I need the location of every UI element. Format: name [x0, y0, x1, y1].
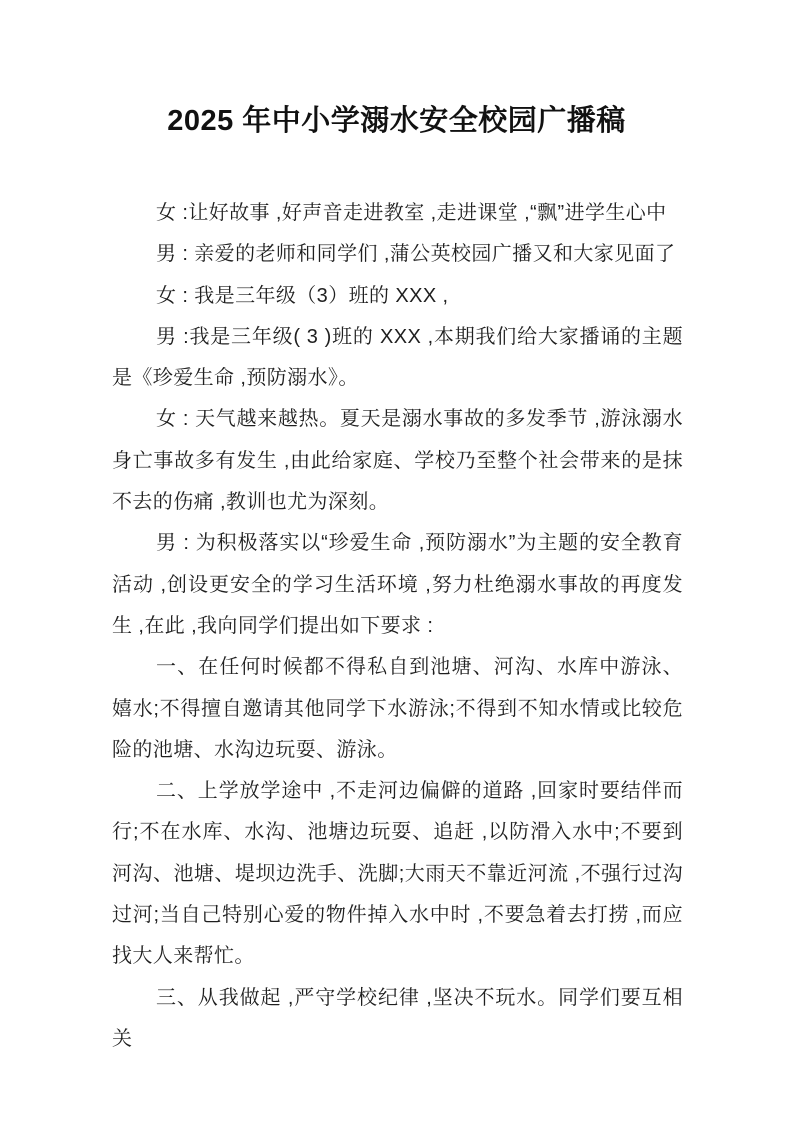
paragraph: 男 :我是三年级( 3 )班的 XXX ,本期我们给大家播诵的主题是《珍爱生命 ,预防溺水》。 [112, 325, 683, 390]
document-body [112, 193, 683, 1060]
paragraph: 女 : 我是三年级（3）班的 XXX , [156, 284, 449, 307]
paragraph: 三、从我做起 ,严守学校纪律 ,坚决不玩水。同学们要互相关 [112, 986, 683, 1050]
document-title: 2025 年中小学溺水安全校园广播稿 [167, 105, 626, 137]
paragraph: 二、上学放学途中 ,不走河边偏僻的道路 ,回家时要结伴而行;不在水库、水沟、池塘边玩耍、追赶 ,以防滑入水中;不要到河沟、池塘、堤坝边洗手、洗脚;大雨天不靠近河流 ,不强行过沟过河;当自己特别心爱的物件掉入水中时 ,不要急着去打捞 ,而应找大人来帮忙。 [112, 780, 683, 968]
paragraph: 女 : 天气越来越热。夏天是溺水事故的多发季节 ,游泳溺水身亡事故多有发生 ,由此给家庭、学校乃至整个社会带来的是抹不去的伤痛 ,教训也尤为深刻。 [112, 408, 683, 514]
paragraph: 女 :让好故事 ,好声音走进教室 ,走进课堂 ,“飘”进学生心中 [156, 202, 667, 224]
paragraph: 男 : 为积极落实以“珍爱生命 ,预防溺水”为主题的安全教育活动 ,创设更安全的学习生活环境 ,努力杜绝溺水事故的再度发生 ,在此 ,我向同学们提出如下要求 : [112, 532, 683, 637]
paragraph: 一、在任何时候都不得私自到池塘、河沟、水库中游泳、嬉水;不得擅自邀请其他同学下水游泳;不得到不知水情或比较危险的池塘、水沟边玩耍、游泳。 [112, 656, 683, 761]
paragraph: 男 : 亲爱的老师和同学们 ,蒲公英校园广播又和大家见面了 [156, 243, 676, 266]
